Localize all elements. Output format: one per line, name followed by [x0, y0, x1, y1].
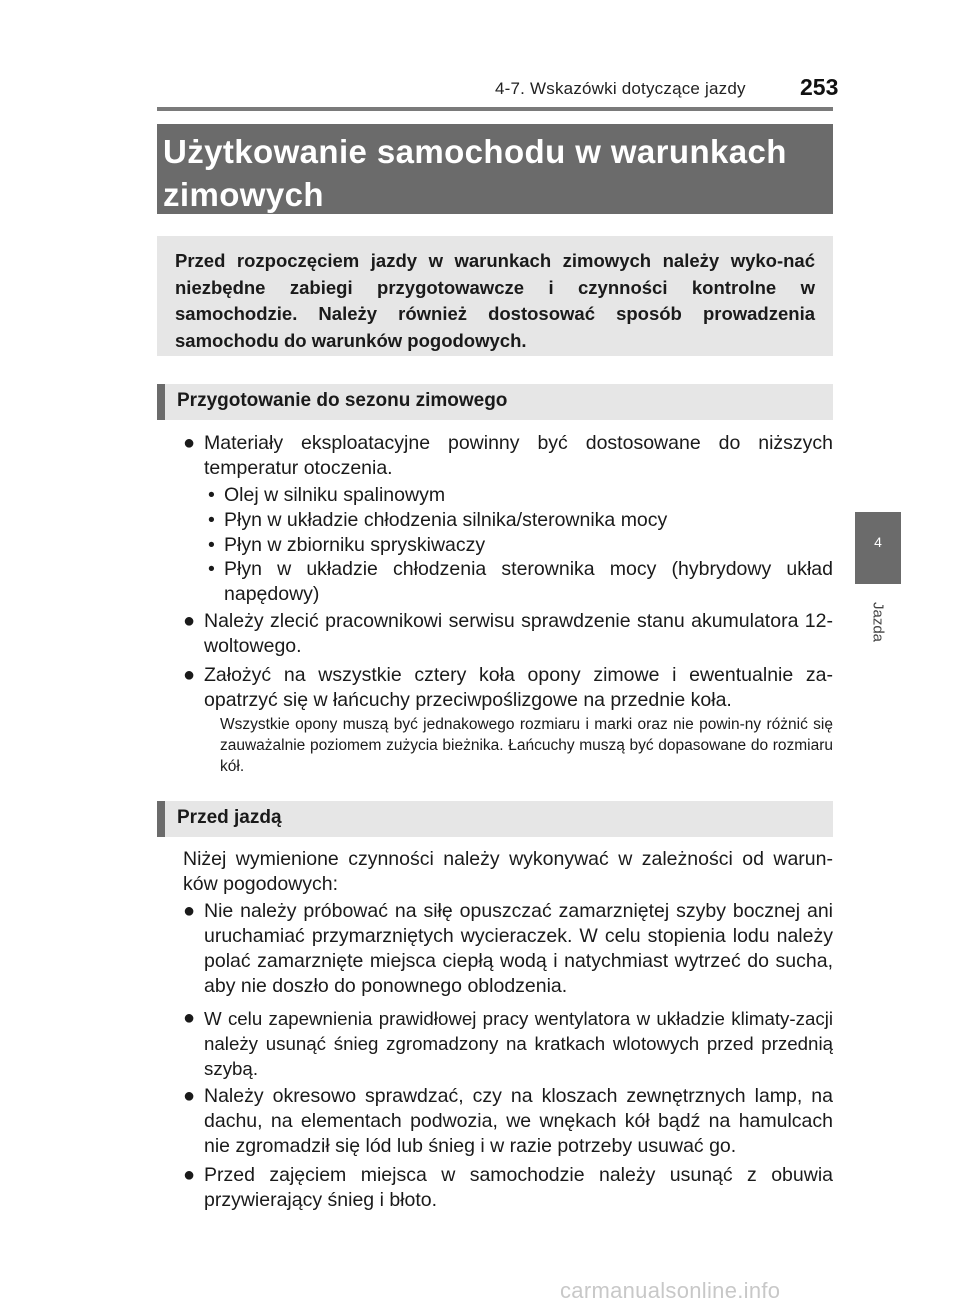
bullet-icon: ●	[183, 900, 196, 922]
list-item-text: W celu zapewnienia prawidłowej pracy wentylatora w układzie klimaty-zacji należy usunąć śnieg zgromadzony na kratkach wlotowych przed przednią szybą.	[204, 1008, 833, 1079]
sub-bullet-icon: •	[208, 558, 215, 581]
chapter-tab	[855, 512, 901, 584]
sub-list-item	[208, 483, 833, 508]
sub-list-item-text: Olej w silniku spalinowym	[224, 484, 446, 506]
section-header-before-driving	[157, 801, 833, 837]
chapter-title-box	[157, 124, 833, 214]
chapter-tab-label: Jazda	[869, 601, 887, 643]
sub-list-item-text: Płyn w układzie chłodzenia sterownika mocy (hybrydowy układ napędowy)	[224, 558, 833, 606]
list-item	[183, 1084, 833, 1159]
sub-list-item-text: Płyn w zbiorniku spryskiwaczy	[224, 533, 486, 556]
list-item	[183, 1163, 833, 1213]
list-item	[183, 1006, 833, 1081]
header-section-title: 4-7. Wskazówki dotyczące jazdy	[495, 79, 746, 98]
bullet-icon: ●	[183, 1164, 196, 1186]
list-item-text: Należy okresowo sprawdzać, czy na kloszach zewnętrznych lamp, na dachu, na elementach podwozia, we wnękach kół bądź na hamulcach nie zgromadził się lód lub śnieg i w razie potrzeby usuwać go.	[204, 1085, 833, 1157]
sub-bullet-icon: •	[208, 508, 215, 531]
sub-list-item-text: Płyn w układzie chłodzenia silnika/sterownika mocy	[224, 508, 668, 531]
list-item-text: Należy zlecić pracownikowi serwisu sprawdzenie stanu akumulatora 12-woltowego.	[204, 610, 833, 657]
intro-box	[157, 236, 833, 356]
list-item	[183, 899, 833, 999]
chapter-title-line2: zimowych	[163, 176, 324, 213]
bullet-icon: ●	[183, 1085, 196, 1107]
chapter-tab-label-box	[850, 592, 906, 652]
list-item	[183, 431, 833, 481]
header-divider	[157, 107, 833, 111]
chapter-tab-number: 4	[874, 534, 882, 550]
intro-text: Przed rozpoczęciem jazdy w warunkach zimowych należy wyko-nać niezbędne zabiegi przygotowawcze i czynności kontrolne w samochodzie. Należy również dostosować sposób prowadzenia samochodu do warunków pogodowych.	[175, 250, 815, 351]
list-item-text: Przed zajęciem miejsca w samochodzie należy usunąć z obuwia przywierający śnieg i błoto.	[204, 1164, 833, 1211]
list-item	[183, 609, 833, 659]
sub-list-item	[208, 557, 833, 607]
bullet-icon: ●	[183, 610, 196, 632]
sub-bullet-icon: •	[208, 533, 215, 556]
bullet-icon: ●	[183, 664, 196, 686]
list-item-text: Założyć na wszystkie cztery koła opony zimowe i ewentualnie za-opatrzyć się w łańcuchy przeciwpoślizgowe na przednie koła.	[204, 664, 833, 711]
tire-note: Wszystkie opony muszą być jednakowego rozmiaru i marki oraz nie powin-ny różnić się zauważalnie poziomem zużycia bieżnika. Łańcuchy muszą być dopasowane do rozmiaru kół.	[220, 716, 833, 775]
chapter-title-line1: Użytkowanie samochodu w warunkach	[163, 133, 787, 170]
chapter-title	[157, 130, 839, 216]
section-title: Przed jazdą	[177, 807, 282, 828]
bullet-icon: ●	[183, 1007, 196, 1029]
sub-bullet-icon: •	[208, 484, 215, 506]
section-intro-paragraph: Niżej wymienione czynności należy wykonywać w zależności od warun-ków pogodowych:	[183, 848, 833, 895]
page-number: 253	[800, 74, 839, 100]
section-header-winter-prep	[157, 384, 833, 420]
watermark: carmanualsonline.info	[560, 1278, 781, 1303]
bullet-icon: ●	[183, 432, 196, 454]
list-item-text: Materiały eksploatacyjne powinny być dostosowane do niższych temperatur otoczenia.	[204, 432, 833, 479]
list-item	[183, 663, 833, 713]
sub-list-item	[208, 533, 833, 558]
sub-list-item	[208, 508, 833, 533]
section-title: Przygotowanie do sezonu zimowego	[177, 390, 508, 411]
sub-list	[208, 483, 833, 607]
list-item-text: Nie należy próbować na siłę opuszczać zamarzniętej szyby bocznej ani uruchamiać przymarzniętych wycieraczek. W celu stopienia lodu należy polać zamarznięte miejsca ciepłą wodą i natychmiast wytrzeć do sucha, aby nie doszło do ponownego oblodzenia.	[204, 900, 833, 997]
